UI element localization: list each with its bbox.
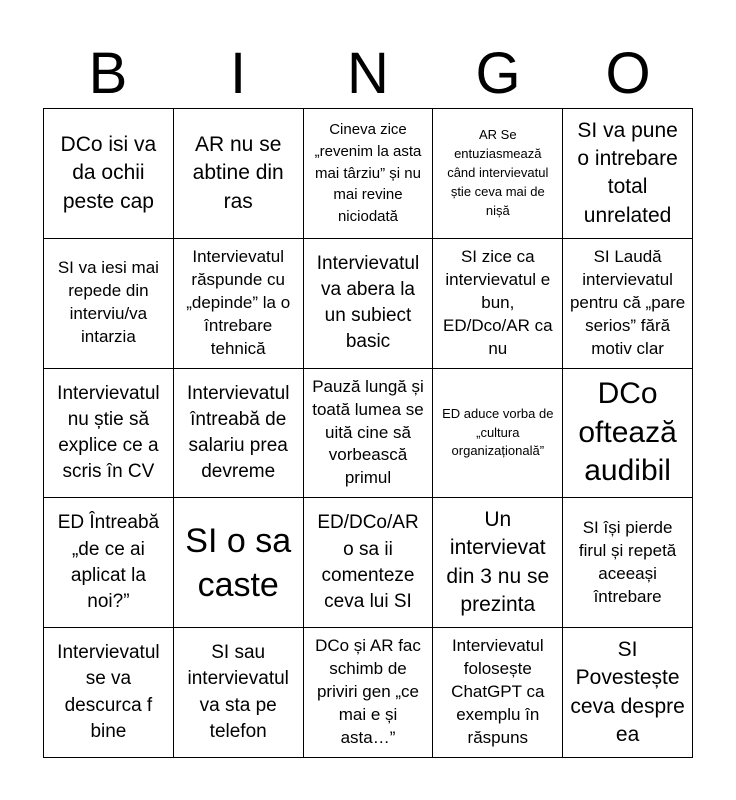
bingo-cell[interactable]: Intervievatul nu știe să explice ce a scris în CV <box>44 369 174 499</box>
bingo-cell[interactable]: Intervievatul se va descurca f bine <box>44 628 174 758</box>
bingo-cell[interactable]: SI va iesi mai repede din interviu/va intarzia <box>44 239 174 369</box>
bingo-cell[interactable]: AR nu se abtine din ras <box>174 109 304 239</box>
bingo-cell[interactable]: SI va pune o intrebare total unrelated <box>563 109 693 239</box>
bingo-cell[interactable]: Intervievatul folosește ChatGPT ca exemplu în răspuns <box>433 628 563 758</box>
bingo-cell[interactable]: ED Întreabă „de ce ai aplicat la noi?” <box>44 498 174 628</box>
header-letter-o: O <box>605 41 651 106</box>
bingo-cell[interactable]: Cineva zice „revenim la asta mai târziu” și nu mai revine niciodată <box>304 109 434 239</box>
bingo-cell[interactable]: SI Laudă intervievatul pentru că „pare serios” fără motiv clar <box>563 239 693 369</box>
bingo-cell[interactable]: SI zice ca intervievatul e bun, ED/Dco/AR ca nu <box>433 239 563 369</box>
bingo-cell[interactable]: Un intervievat din 3 nu se prezinta <box>433 498 563 628</box>
header-letter-i: I <box>229 41 247 106</box>
bingo-board <box>43 108 693 758</box>
header-letter-b: B <box>88 41 128 106</box>
bingo-cell[interactable]: DCo și AR fac schimb de priviri gen „ce mai e și asta…” <box>304 628 434 758</box>
bingo-cell[interactable]: Intervievatul va abera la un subiect basic <box>304 239 434 369</box>
header-letter-n: N <box>347 41 389 106</box>
bingo-cell[interactable]: AR Se entuziasmează când intervievatul știe ceva mai de nișă <box>433 109 563 239</box>
bingo-cell[interactable]: SI o sa caste <box>174 498 304 628</box>
bingo-cell[interactable]: Intervievatul întreabă de salariu prea devreme <box>174 369 304 499</box>
bingo-cell[interactable]: ED aduce vorba de „cultura organizațională” <box>433 369 563 499</box>
bingo-cell[interactable]: Intervievatul răspunde cu „depinde” la o întrebare tehnică <box>174 239 304 369</box>
bingo-cell[interactable]: SI își pierde firul și repetă aceeași întrebare <box>563 498 693 628</box>
bingo-cell[interactable]: Pauză lungă și toată lumea se uită cine să vorbească primul <box>304 369 434 499</box>
bingo-header <box>43 40 693 108</box>
header-letter-g: G <box>475 41 521 106</box>
bingo-cell[interactable]: DCo oftează audibil <box>563 369 693 499</box>
bingo-cell[interactable]: SI sau intervievatul va sta pe telefon <box>174 628 304 758</box>
bingo-cell[interactable]: DCo isi va da ochii peste cap <box>44 109 174 239</box>
bingo-cell[interactable]: SI Povestește ceva despre ea <box>563 628 693 758</box>
bingo-cell[interactable]: ED/DCo/AR o sa ii comenteze ceva lui SI <box>304 498 434 628</box>
